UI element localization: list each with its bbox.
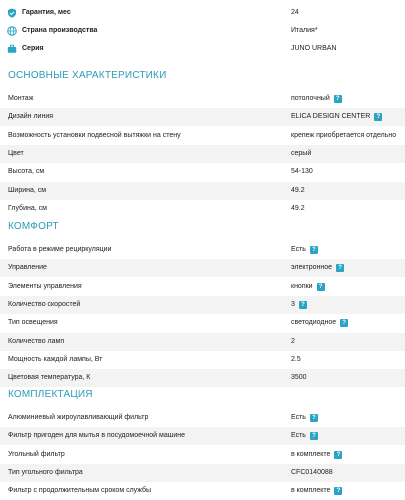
spec-label: Фильтр с продолжительным сроком службы (8, 487, 152, 495)
spec-value (291, 200, 305, 218)
spec-value (291, 446, 342, 464)
spec-label: Фильтр пригоден для мытья в посудомоечной машине (8, 432, 186, 440)
globe-icon (7, 26, 17, 36)
spec-row (0, 90, 405, 108)
spec-label: Возможность установки подвесной вытяжки на стену (8, 131, 181, 139)
spec-label: Цвет (8, 149, 24, 157)
spec-value-text: в комплекте (291, 450, 331, 458)
spec-value (291, 351, 301, 369)
spec-row (0, 108, 405, 126)
spec-row (0, 259, 405, 277)
spec-row (0, 427, 405, 445)
spec-value-text: 3 (291, 300, 295, 308)
spec-row (0, 296, 405, 314)
spec-value-text: крепеж приобретается отдельно (291, 131, 397, 139)
spec-row (0, 241, 405, 259)
spec-value: JUNO URBAN (291, 45, 337, 52)
spec-value-text: 54-130 (291, 168, 313, 176)
summary-row (0, 22, 405, 40)
spec-row (0, 127, 405, 145)
spec-label: Страна производства (22, 27, 98, 34)
spec-value-text: в комплекте (291, 487, 331, 495)
spec-value (291, 278, 325, 296)
spec-value (291, 108, 382, 126)
spec-value-text: 49.2 (291, 186, 305, 194)
help-icon[interactable]: ? (310, 414, 318, 422)
spec-value (291, 90, 342, 108)
spec-row (0, 351, 405, 369)
help-icon[interactable]: ? (340, 319, 348, 327)
spec-value-text: 2.5 (291, 355, 301, 363)
summary-row (0, 40, 405, 58)
help-icon[interactable]: ? (317, 283, 325, 291)
spec-label: Цветовая температура, К (8, 374, 91, 382)
spec-row (0, 200, 405, 218)
spec-label: Угольный фильтр (8, 450, 65, 458)
spec-value-text: потолочный (291, 95, 330, 102)
spec-value-text: серый (291, 149, 312, 157)
spec-value (291, 259, 344, 277)
spec-row (0, 163, 405, 181)
spec-row (0, 333, 405, 351)
spec-label: Тип угольного фильтра (8, 468, 83, 476)
spec-value (291, 464, 333, 482)
spec-value (291, 163, 313, 181)
summary-row (0, 4, 405, 22)
spec-value-text: кнопки (291, 282, 313, 290)
section-title: ОСНОВНЫЕ ХАРАКТЕРИСТИКИ (8, 70, 167, 81)
spec-value-text: 49.2 (291, 204, 305, 212)
section-title: КОМФОРТ (8, 221, 59, 232)
spec-value (291, 145, 311, 163)
spec-label: Количество скоростей (8, 300, 81, 308)
spec-value (291, 296, 307, 314)
spec-value-text: ELICA DESIGN CENTER (291, 113, 371, 121)
help-icon[interactable]: ? (310, 432, 318, 440)
spec-label: Количество ламп (8, 337, 65, 345)
help-icon[interactable]: ? (374, 113, 382, 121)
spec-value (291, 409, 318, 427)
spec-label: Гарантия, мес (22, 9, 71, 16)
spec-label: Элементы управления (8, 282, 82, 290)
spec-value (291, 427, 318, 445)
spec-value (291, 241, 318, 259)
briefcase-icon (7, 44, 17, 54)
spec-value (291, 369, 307, 387)
spec-label: Серия (22, 45, 44, 52)
spec-row (0, 314, 405, 332)
spec-value-text: Есть (291, 414, 306, 421)
spec-label: Тип освещения (8, 319, 58, 327)
help-icon[interactable]: ? (334, 451, 342, 459)
spec-value (291, 127, 396, 145)
spec-label: Мощность каждой лампы, Вт (8, 355, 103, 363)
spec-label: Монтаж (8, 95, 34, 102)
section-title: КОМПЛЕКТАЦИЯ (8, 389, 93, 400)
spec-row (0, 464, 405, 482)
spec-value-text: Есть (291, 432, 306, 440)
spec-value (291, 333, 295, 351)
help-icon[interactable]: ? (310, 246, 318, 254)
spec-value (291, 182, 305, 200)
spec-label: Высота, см (8, 168, 45, 176)
spec-value-text: электронное (291, 264, 333, 272)
help-icon[interactable]: ? (334, 95, 342, 103)
help-icon[interactable]: ? (334, 487, 342, 495)
spec-row (0, 182, 405, 200)
spec-label: Управление (8, 264, 47, 272)
spec-row (0, 278, 405, 296)
spec-value-text: светодиодное (291, 319, 337, 327)
help-icon[interactable]: ? (336, 264, 344, 272)
spec-label: Дизайн линия (8, 113, 54, 121)
spec-value-text: 2 (291, 337, 295, 345)
shield-check-icon (7, 8, 17, 18)
spec-value: Италия* (291, 27, 318, 34)
spec-label: Работа в режиме рециркуляции (8, 246, 112, 253)
spec-value-text: 3500 (291, 374, 307, 382)
spec-row (0, 446, 405, 464)
spec-row (0, 369, 405, 387)
spec-value (291, 482, 342, 500)
spec-label: Ширина, см (8, 186, 47, 194)
spec-value (291, 314, 348, 332)
help-icon[interactable]: ? (299, 301, 307, 309)
spec-label: Глубина, см (8, 204, 47, 212)
spec-value: 24 (291, 9, 299, 16)
spec-value-text: Есть (291, 246, 306, 253)
spec-label: Алюминиевый жироулавливающий фильтр (8, 414, 149, 421)
spec-row (0, 409, 405, 427)
spec-value-text: CFC0140088 (291, 468, 333, 476)
spec-row (0, 482, 405, 500)
spec-row (0, 145, 405, 163)
